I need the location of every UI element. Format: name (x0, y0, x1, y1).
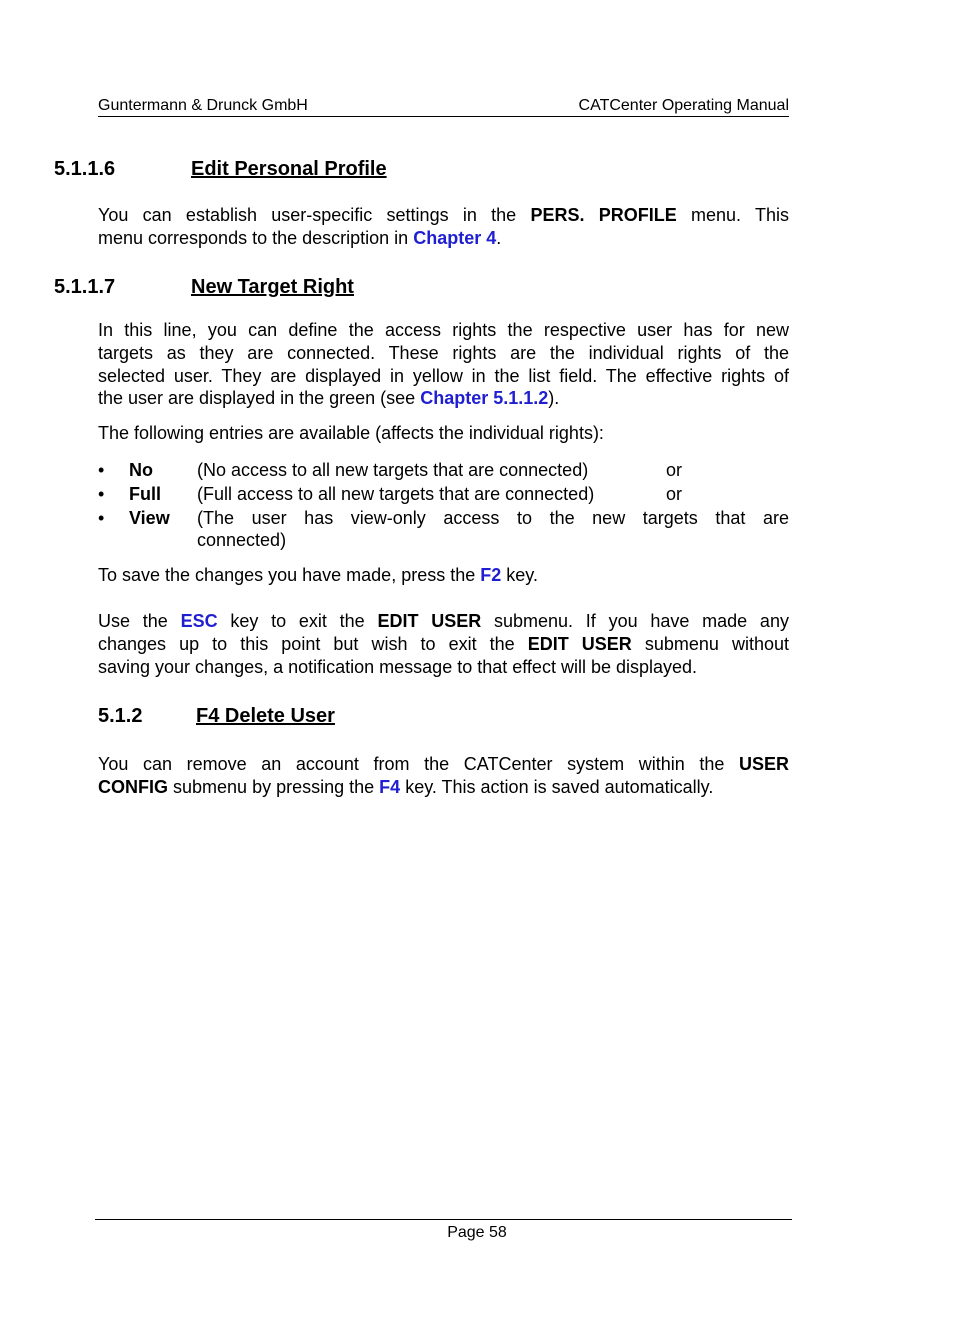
bullet-icon: • (98, 460, 105, 480)
paragraph-save: To save the changes you have made, press the F2 key. (98, 565, 538, 585)
f4-key: F4 (379, 776, 401, 797)
list-item: • View (The user has view-only access to the new targets that are connected) (98, 508, 789, 550)
section-number: 5.1.1.6 (54, 158, 116, 180)
list-item: • Full (Full access to all new targets that are connected) or (98, 484, 683, 504)
paragraph-entries-intro: The following entries are available (affects the individual rights): (98, 423, 604, 443)
paragraph-pers-profile: You can establish user-specific settings in the PERS. PROFILE menu. This menu corresponds to the description in Chapter 4. (98, 205, 789, 248)
page-number: Page 58 (447, 1224, 507, 1241)
paragraph-delete-user: You can remove an account from the CATCenter system within the USER CONFIG submenu by pressing the F4 key. This action is saved automatically. (98, 754, 789, 797)
section-number: 5.1.1.7 (54, 276, 116, 298)
paragraph-access-rights: In this line, you can define the access rights the respective user has for new targets as they are connected. These rights are the individual rights of the selected user. They are displayed in yellow in the list field. The effective rights of the user are displayed in the green (see Chapter 5.1.1.2). (98, 320, 789, 409)
section-title: F4 Delete User (196, 705, 335, 727)
paragraph-exit: Use the ESC key to exit the EDIT USER submenu. If you have made any changes up to this point but wish to exit the EDIT USER submenu without saving your changes, a notification message to that effect will be displayed. (98, 611, 789, 677)
header-company: Guntermann & Drunck GmbH (98, 97, 308, 114)
page-header (98, 96, 789, 117)
esc-key: ESC (180, 611, 218, 631)
list-item: • No (No access to all new targets that are connected) or (98, 460, 683, 480)
chapter-link[interactable]: Chapter 4 (413, 227, 497, 248)
header-manual-title: CATCenter Operating Manual (578, 97, 789, 114)
footer-divider (95, 1219, 792, 1220)
bullet-icon: • (98, 508, 105, 528)
f2-key: F2 (480, 565, 502, 585)
chapter-link[interactable]: Chapter 5.1.1.2 (420, 388, 549, 409)
bullet-icon: • (98, 484, 105, 504)
section-title: Edit Personal Profile (191, 158, 387, 180)
section-title: New Target Right (191, 276, 354, 298)
section-number: 5.1.2 (98, 705, 143, 727)
